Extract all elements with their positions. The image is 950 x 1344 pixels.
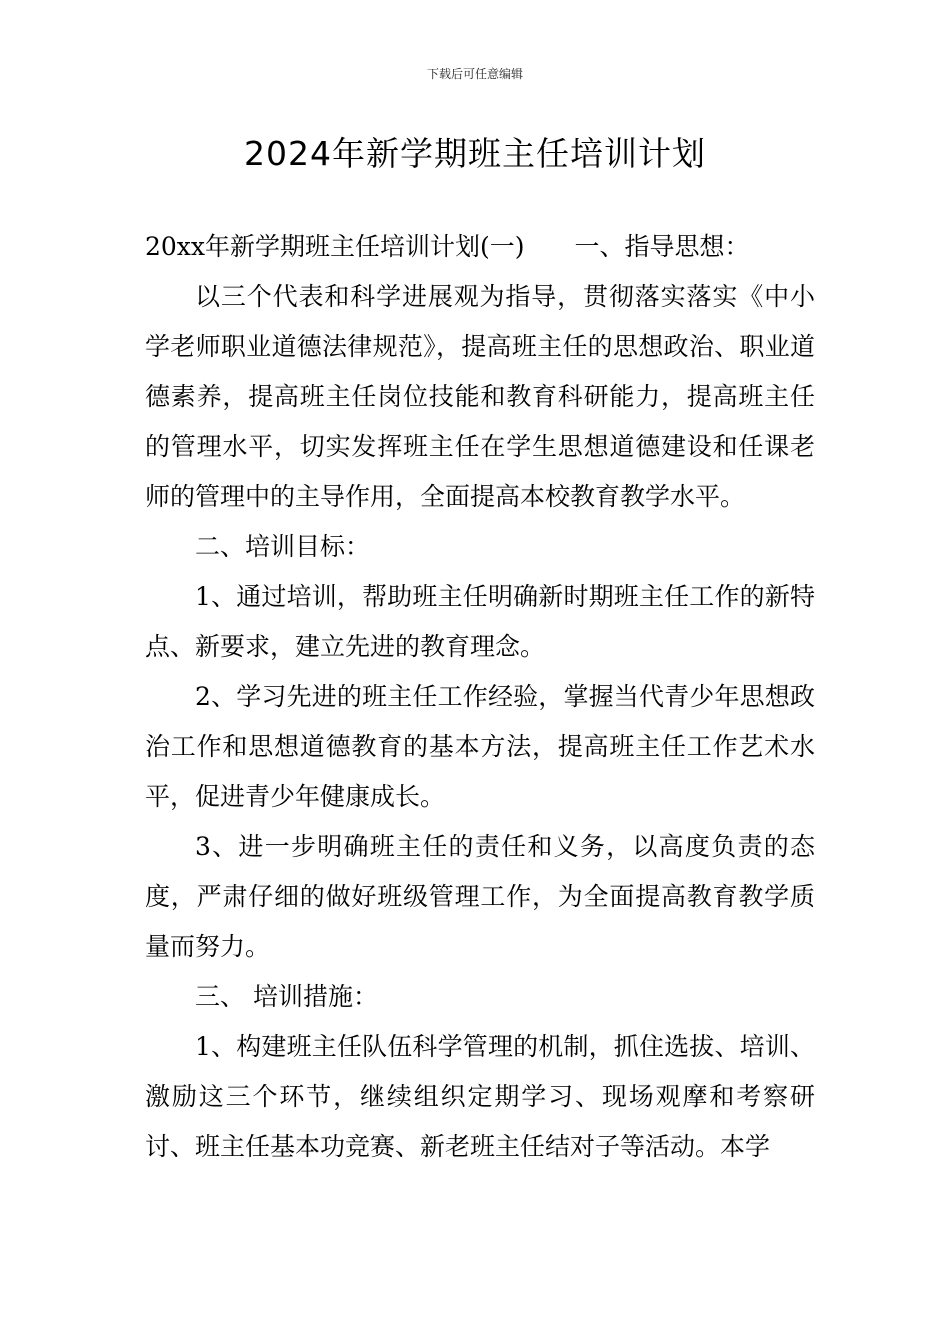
paragraph-measure-1: 1、构建班主任队伍科学管理的机制，抓住选拔、培训、激励这三个环节，继续组织定期学习、现场观摩和考察研讨、班主任基本功竞赛、新老班主任结对子等活动。本学 bbox=[145, 1032, 815, 1161]
document-body bbox=[145, 222, 815, 1172]
section-heading-training-measures: 三、 培训措施： bbox=[195, 982, 378, 1011]
intro-plan-label: 20xx年新学期班主任培训计划(一) bbox=[145, 232, 525, 261]
paragraph-goal-3: 3、进一步明确班主任的责任和义务，以高度负责的态度，严肃仔细的做好班级管理工作，为全面提高教育教学质量而努力。 bbox=[145, 832, 815, 961]
document-title: 2024年新学期班主任培训计划 bbox=[244, 134, 706, 173]
header-note: 下载后可任意编辑 bbox=[426, 67, 523, 81]
paragraph-goal-1: 1、通过培训，帮助班主任明确新时期班主任工作的新特点、新要求，建立先进的教育理念。 bbox=[145, 582, 815, 661]
paragraph-guiding-thought: 以三个代表和科学进展观为指导，贯彻落实落实《中小学老师职业道德法律规范》，提高班主任的思想政治、职业道德素养，提高班主任岗位技能和教育科研能力，提高班主任的管理水平，切实发挥班主任在学生思想道德建设和任课老师的管理中的主导作用，全面提高本校教育教学水平。 bbox=[145, 282, 815, 511]
paragraph-goal-2: 2、学习先进的班主任工作经验，掌握当代青少年思想政治工作和思想道德教育的基本方法，提高班主任工作艺术水平，促进青少年健康成长。 bbox=[145, 682, 815, 811]
intro-section-heading: 一、指导思想： bbox=[574, 232, 750, 261]
intro-line bbox=[145, 222, 815, 272]
section-heading-training-goals: 二、培训目标： bbox=[195, 532, 371, 561]
